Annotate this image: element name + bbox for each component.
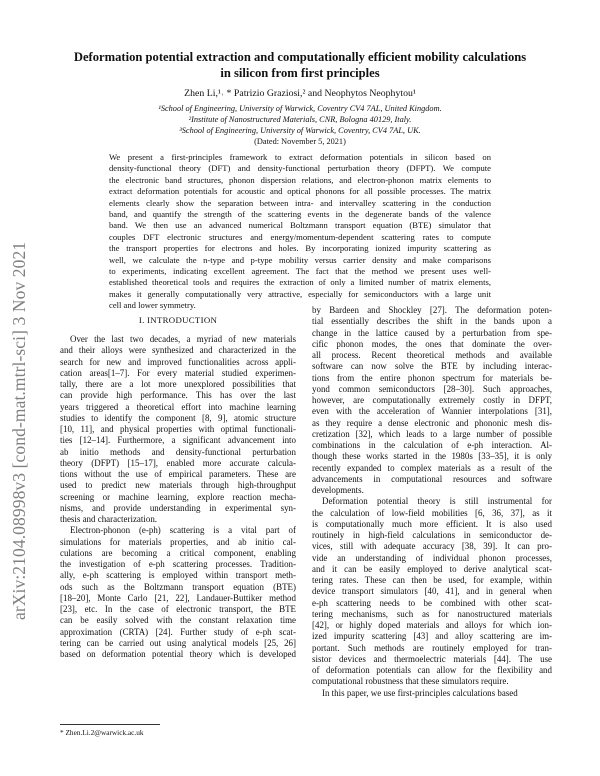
- body-line: however, are computationally extremely costly in DFPT,: [312, 395, 552, 405]
- title-line: in silicon from first principles: [220, 65, 380, 80]
- body-line: tering rates. These can then be used, for example, within: [312, 575, 552, 585]
- body-line: though these works started in the 1980s [33–35], it is only: [312, 451, 552, 462]
- body-line: vices, still with adequate accuracy [38, 39]. It can pro-: [312, 541, 552, 552]
- body-line: by Bardeen and Shockley [27]. The deformation poten-: [312, 305, 552, 315]
- body-line: combinations in the calculation of e-ph interaction. Al-: [312, 440, 552, 450]
- body-line: studies to identify the component [8, 9], atomic structure: [60, 412, 296, 423]
- body-line: advancements in computational resources and software: [312, 473, 552, 484]
- body-line: the investigation of e-ph scattering processes. Tradition-: [60, 559, 296, 569]
- body-line: computational robustness that these simulators require.: [312, 676, 509, 687]
- body-line: tering mechanisms, such as for nanostructured materials: [312, 608, 552, 619]
- body-line: vide an understanding of individual phonon processes,: [312, 552, 552, 563]
- body-line: sistor devices and thermoelectric materials [44]. The use: [312, 653, 552, 664]
- body-line: [18–20], Monte Carlo [21, 22], Landauer-Buttiker method: [60, 592, 296, 603]
- abstract-line: established theoretical tools and requires the extraction of only a limited number of matrix elements,: [109, 277, 491, 288]
- abstract-line: well, we calculate the n-type and p-type mobility versus carrier density and make comparisons: [109, 254, 491, 265]
- arxiv-identifier-stamp: arXiv:2104.08998v3 [cond-mat.mtrl-sci] 3 Nov 2021: [9, 241, 29, 620]
- body-line: screening or machine learning, explore reaction mecha-: [60, 491, 296, 502]
- paper-title: [60, 50, 540, 81]
- body-line: can provide high performance. This has over the last: [60, 390, 296, 401]
- abstract-line: the transport properties for electrons and holes. By incorporating ionized impurity scattering as: [109, 243, 491, 254]
- right-column: [312, 305, 552, 699]
- abstract-line: to experiments, indicating excellent agreement. The fact that the method we present uses well-: [109, 265, 491, 276]
- body-line: all process. Recent theoretical methods and available: [312, 350, 552, 360]
- abstract-line: elements clearly show the separation between intra- and intervalley scattering in the conduction: [109, 197, 491, 208]
- section-heading-introduction: I. INTRODUCTION: [138, 315, 218, 325]
- abstract-line: density-functional theory (DFT) and density-functional perturbation theory (DFPT). We compute: [109, 163, 491, 174]
- abstract-line: band, and quantify the strength of the scattering events in the degenerate bands of the valence: [109, 208, 491, 219]
- body-line: approximation (CRTA) [24]. Further study of e-ph scat-: [60, 626, 296, 637]
- body-line: cation areas[1–7]. For every material studied experimen-: [60, 367, 296, 378]
- author-list: Zhen Li,¹˒ * Patrizio Graziosi,² and Neophytos Neophytou¹: [184, 88, 416, 99]
- body-line: cretization [32], which leads to a large number of possible: [312, 428, 552, 439]
- body-line: tering can be carried out using analytical models [25, 26]: [60, 637, 296, 648]
- body-line: [10, 11], and physical properties with optimal functionali-: [60, 424, 296, 434]
- body-line: ally, e-ph scattering is employed within transport meth-: [60, 570, 296, 581]
- body-line: Electron-phonon (e-ph) scattering is a vital part of: [70, 525, 296, 536]
- body-line: tions without the use of empirical parameters. These are: [60, 469, 296, 479]
- abstract-line: band. We then use an advanced numerical Boltzmann transport equation (BTE) simulator that: [109, 220, 491, 231]
- body-line: years triggered a theoretical effort into machine learning: [60, 401, 296, 412]
- footnote-email[interactable]: * Zhen.Li.2@warwick.ac.uk: [60, 728, 144, 737]
- body-line: [23], etc. In the case of electronic transport, the BTE: [60, 604, 296, 614]
- body-line: In this paper, we use first-principles calculations based: [322, 687, 518, 698]
- body-line: portant. Such methods are routinely employed for tran-: [312, 642, 552, 653]
- body-line: Over the last two decades, a myriad of new materials: [70, 334, 296, 344]
- affiliation-line: ¹School of Engineering, University of Warwick, Coventry CV4 7AL, United Kingdom.: [158, 104, 442, 113]
- body-line: and it can be easily employed to derive analytical scat-: [312, 563, 552, 574]
- body-line: ties [12–14]. Furthermore, a significant advancement into: [60, 435, 296, 446]
- body-line: device transport simulators [40, 41], and in general when: [312, 586, 552, 597]
- body-line: search for new and improved functionalities across appli-: [60, 356, 296, 367]
- body-line: based on deformation potential theory which is developed: [60, 649, 296, 659]
- body-line: ized impurity scattering [43] and alloy scattering are im-: [312, 631, 552, 642]
- abstract-line: couples DFT electronic structures and energy/momentum-dependent scattering rates to compute: [109, 231, 491, 242]
- body-line: routinely in high-field calculations in semiconductor de-: [312, 530, 552, 540]
- body-line: thesis and characterization.: [60, 514, 158, 524]
- body-line: ods such as the Boltzmann transport equation (BTE): [60, 581, 296, 592]
- body-line: even with the acceleration of Wannier interpolations [31],: [312, 406, 552, 417]
- abstract-line: extract deformation potentials for acoustic and optical phonons for all possible processes. The matrix: [109, 186, 491, 197]
- body-line: tions from the entire phonon spectrum for materials be-: [312, 372, 552, 383]
- abstract-line: the electronic band structures, phonon dispersion relations, and electron-phonon matrix elements to: [109, 174, 491, 185]
- body-line: yond common semiconductors [28–30]. Such approaches,: [312, 383, 552, 394]
- body-line: tally, there are a lot more unexplored possibilities that: [60, 379, 296, 389]
- body-line: developments.: [312, 485, 364, 495]
- footnote-rule: [60, 724, 160, 725]
- body-line: the calculation of low-field mobilities [6, 36, 37], as it: [312, 507, 552, 518]
- body-line: Deformation potential theory is still instrumental for: [322, 496, 552, 507]
- body-line: and their alloys were synthesized and characterized in the: [60, 345, 296, 356]
- body-line: culations are becoming a critical component, enabling: [60, 547, 296, 558]
- body-line: e-ph scattering needs to be combined with other scat-: [312, 597, 552, 608]
- body-line: used to predict new materials through high-throughput: [60, 480, 296, 491]
- body-line: recently expanded to complex materials as a result of the: [312, 462, 552, 473]
- body-line: cific phonon modes, the ones that dominate the over-: [312, 338, 552, 349]
- dated-line: (Dated: November 5, 2021): [254, 137, 346, 146]
- affiliation-line: ²Institute of Nanostructured Materials, CNR, Bologna 40129, Italy.: [188, 115, 412, 124]
- title-line: Deformation potential extraction and computationally efficient mobility calculations: [73, 50, 527, 64]
- body-line: tial essentially describes the shift in the bands upon a: [312, 316, 552, 327]
- body-line: can be easily solved with the constant relaxation time: [60, 615, 296, 626]
- affiliation-line: ³School of Engineering, University of Warwick, Coventry, CV4 7AL, UK.: [179, 126, 421, 135]
- abstract-line: cell and lower symmetry.: [109, 300, 196, 311]
- body-line: [42], or highly doped materials and alloys for which ion-: [312, 620, 552, 630]
- left-column: [60, 334, 296, 660]
- body-line: ab initio methods and density-functional perturbation: [60, 446, 296, 457]
- body-line: as they require a dense electronic and phononic mesh dis-: [312, 417, 552, 428]
- body-line: nisms, and provide understanding in experimental syn-: [60, 502, 296, 513]
- body-line: is computationally much more efficient. It is also used: [312, 518, 552, 529]
- body-line: simulations for materials properties, and ab initio cal-: [60, 536, 296, 547]
- abstract-line: makes it generally computationally very attractive, especially for semiconductors with a large unit: [109, 288, 491, 299]
- body-line: change in the lattice caused by a perturbation from spe-: [312, 327, 552, 338]
- body-line: software can now solve the BTE by including interac-: [312, 361, 552, 372]
- abstract: [109, 152, 491, 311]
- affiliations: [60, 103, 540, 147]
- abstract-line: We present a first-principles framework to extract deformation potentials in silicon based on: [109, 152, 491, 162]
- body-line: theory (DFPT) [15–17], enabled more accurate calcula-: [60, 457, 296, 468]
- body-line: of deformation potentials can allow for the flexibility and: [312, 665, 552, 675]
